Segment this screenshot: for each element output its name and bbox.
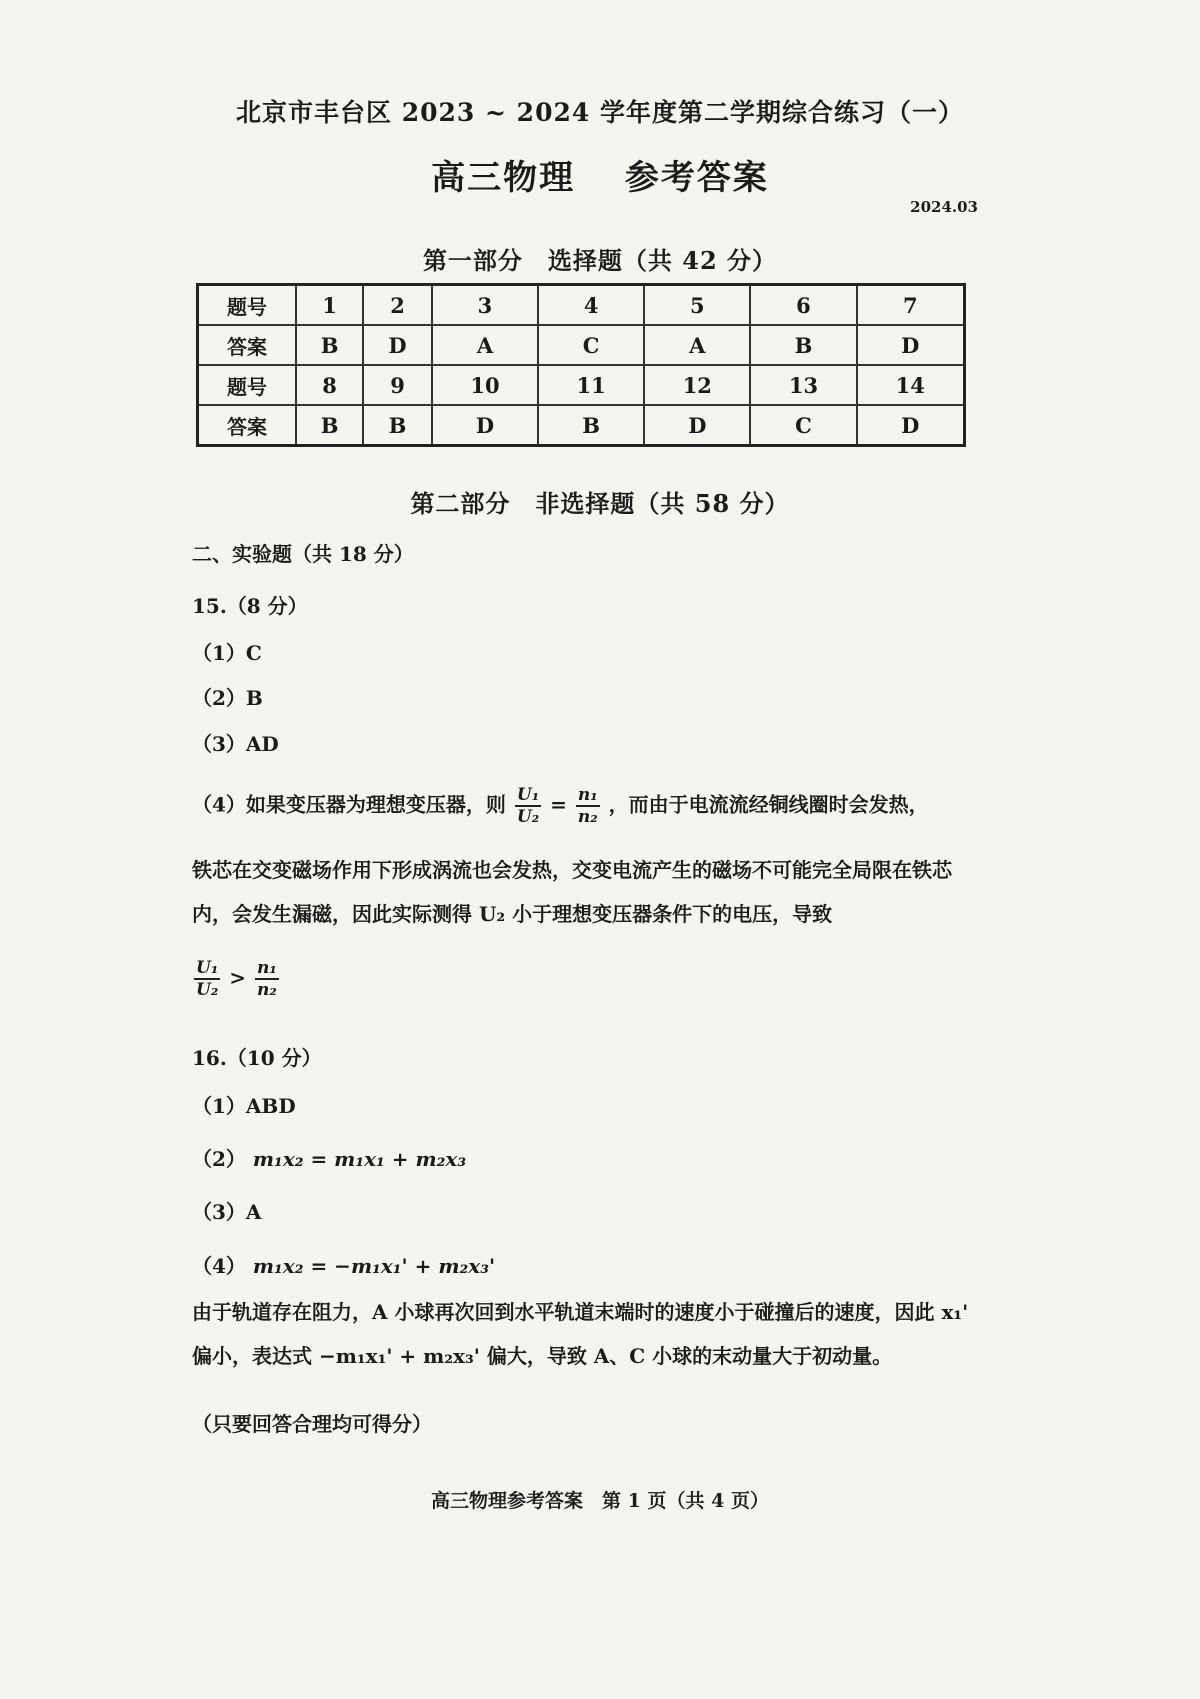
- question-number: 11: [538, 365, 644, 405]
- table-row: [198, 285, 965, 326]
- question-number: 5: [644, 285, 750, 326]
- section-label: 二、实验题（共 18 分）: [192, 542, 414, 566]
- frac-numerator: U₁: [516, 785, 540, 805]
- doc-type: 参考答案: [624, 158, 769, 198]
- frac-denominator: U₂: [196, 980, 219, 1000]
- exam-title: 北京市丰台区 2023 ~ 2024 学年度第二学期综合练习（一）: [236, 98, 964, 127]
- answer-cell: B: [296, 405, 363, 446]
- answer-cell: D: [857, 325, 965, 365]
- table-row: [198, 325, 965, 365]
- question-number: 9: [363, 365, 432, 405]
- answer-cell: D: [857, 405, 965, 446]
- answer-cell: B: [538, 405, 644, 446]
- question-number: 4: [538, 285, 644, 326]
- momentum-equation: m₁x₂ = −m₁x₁' + m₂x₃': [252, 1254, 496, 1278]
- frac-denominator: U₂: [516, 807, 540, 827]
- q15-answer-2: （2）B: [192, 686, 263, 710]
- answer-cell: D: [363, 325, 432, 365]
- turns-ratio-fraction: [255, 958, 279, 1000]
- q16-answer-4-body: 由于轨道存在阻力，A 小球再次回到水平轨道末端时的速度小于碰撞后的速度，因此 x₁' 偏小，表达式 −m₁x₁' + m₂x₃' 偏大，导致 A、C 小球的末动量大于初动量。: [192, 1300, 969, 1368]
- question-number: 13: [750, 365, 856, 405]
- q16-note: （只要回答合理均可得分）: [192, 1412, 432, 1436]
- subject-name: 高三物理: [431, 158, 576, 198]
- answer-cell: C: [750, 405, 856, 446]
- q15-a4-prefix: （4）如果变压器为理想变压器，则: [192, 792, 506, 817]
- part1-title: 第一部分 选择题（共 42 分）: [422, 246, 778, 275]
- question-number: 6: [750, 285, 856, 326]
- question-number: 1: [296, 285, 363, 326]
- voltage-ratio-fraction: [515, 785, 541, 827]
- question-number: 10: [432, 365, 538, 405]
- q15-header: 15.（8 分）: [192, 594, 308, 618]
- page-footer: 高三物理参考答案 第 1 页（共 4 页）: [431, 1490, 769, 1512]
- q16-header: 16.（10 分）: [192, 1046, 322, 1070]
- subject-heading: [0, 150, 1200, 199]
- frac-numerator: n₁: [577, 785, 598, 805]
- answer-cell: B: [296, 325, 363, 365]
- greater-than-sign: >: [229, 965, 247, 990]
- part2-title: 第二部分 非选择题（共 58 分）: [410, 489, 790, 518]
- question-number: 2: [363, 285, 432, 326]
- q15-answer-3: （3）AD: [192, 732, 279, 756]
- row-label-answer: 答案: [198, 325, 297, 365]
- answer-table: [196, 283, 966, 447]
- question-number: 8: [296, 365, 363, 405]
- frac-numerator: U₁: [196, 958, 219, 978]
- table-row: [198, 405, 965, 446]
- q16-a2-label: （2）: [192, 1147, 246, 1171]
- frac-denominator: n₂: [577, 807, 598, 827]
- row-label-question: 题号: [198, 285, 297, 326]
- q15-answer-4-body: 铁芯在交变磁场作用下形成涡流也会发热，交变电流产生的磁场不可能完全局限在铁芯内，会发生漏磁，因此实际测得 U₂ 小于理想变压器条件下的电压，导致: [192, 858, 952, 926]
- exam-date: 2024.03: [910, 198, 978, 216]
- answer-cell: D: [432, 405, 538, 446]
- equals-sign: =: [550, 792, 567, 817]
- question-number: 12: [644, 365, 750, 405]
- q16-answer-2: [192, 1143, 466, 1172]
- question-number: 14: [857, 365, 965, 405]
- table-row: [198, 365, 965, 405]
- q15-answer-4-intro: [192, 785, 929, 827]
- question-number: 7: [857, 285, 965, 326]
- frac-numerator: n₁: [256, 958, 277, 978]
- question-number: 3: [432, 285, 538, 326]
- answer-cell: A: [432, 325, 538, 365]
- q15-conclusion: [192, 958, 281, 1000]
- frac-denominator: n₂: [256, 980, 277, 1000]
- row-label-answer: 答案: [198, 405, 297, 446]
- turns-ratio-fraction: [576, 785, 600, 827]
- q16-answer-3: （3）A: [192, 1200, 262, 1224]
- voltage-ratio-fraction: [194, 958, 220, 1000]
- q15-a4-suffix: ，而由于电流流经铜线圈时会发热，: [608, 792, 929, 817]
- q15-answer-1: （1）C: [192, 641, 262, 665]
- answer-cell: B: [750, 325, 856, 365]
- answer-cell: C: [538, 325, 644, 365]
- q16-answer-1: （1）ABD: [192, 1094, 296, 1118]
- answer-cell: B: [363, 405, 432, 446]
- momentum-equation: m₁x₂ = m₁x₁ + m₂x₃: [252, 1147, 467, 1171]
- q16-answer-4: [192, 1250, 495, 1279]
- row-label-question: 题号: [198, 365, 297, 405]
- answer-cell: D: [644, 405, 750, 446]
- q16-a4-label: （4）: [192, 1254, 246, 1278]
- answer-cell: A: [644, 325, 750, 365]
